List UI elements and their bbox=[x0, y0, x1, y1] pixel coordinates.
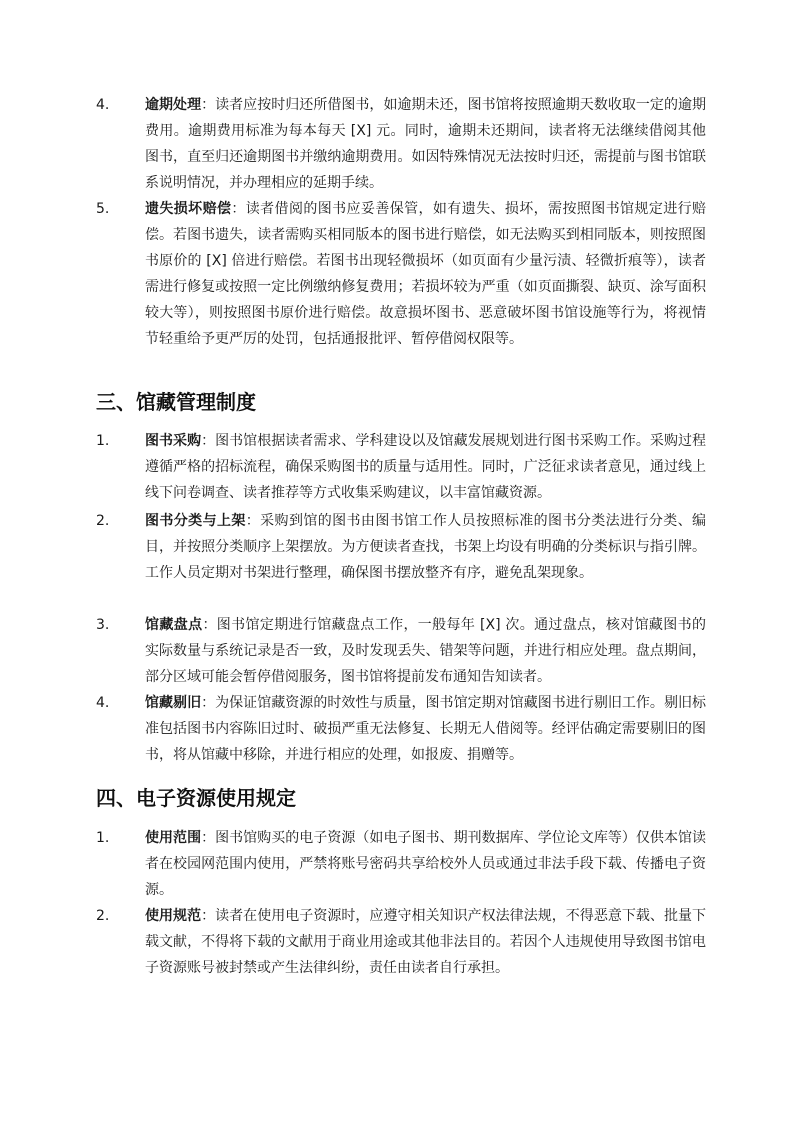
item-title: 图书分类与上架 bbox=[145, 513, 246, 529]
section-heading-e-resources: 四、电子资源使用规定 bbox=[96, 786, 296, 810]
list-item-text bbox=[145, 612, 706, 690]
item-content: ：图书馆定期进行馆藏盘点工作，一般每年 [X] 次。通过盘点，核对馆藏图书的实际数量与系统记录是否一致，及时发现丢失、错架等问题，并进行相应处理。盘点期间，部分区域可能会暂停借阅服务，图书馆将提前发布通知告知读者。 bbox=[145, 617, 706, 685]
list-item-text bbox=[145, 92, 706, 196]
list-number: 5. bbox=[96, 201, 110, 217]
item-title: 图书采购 bbox=[145, 433, 202, 449]
item-content: ：采购到馆的图书由图书馆工作人员按照标准的图书分类法进行分类、编目，并按照分类顺序上架摆放。为方便读者查找，书架上均设有明确的分类标识与指引牌。工作人员定期对书架进行整理，确保图书摆放整齐有序，避免乱架现象。 bbox=[145, 513, 707, 581]
list-number: 2. bbox=[96, 513, 110, 529]
list-number: 4. bbox=[96, 695, 110, 711]
list-item-text bbox=[145, 903, 706, 981]
list-item-text bbox=[145, 428, 706, 506]
list-number: 2. bbox=[96, 908, 110, 924]
list-item-text bbox=[145, 508, 706, 586]
list-item-text bbox=[145, 196, 706, 352]
item-title: 馆藏剔旧 bbox=[145, 695, 202, 711]
item-title: 逾期处理 bbox=[145, 97, 202, 113]
item-content: ：读者借阅的图书应妥善保管，如有遗失、损坏，需按照图书馆规定进行赔偿。若图书遗失，读者需购买相同版本的图书进行赔偿，如无法购买到相同版本，则按照图书原价的 [X] 倍进行赔偿。若图书出现轻微损坏（如页面有少量污渍、轻微折痕等），读者需进行修复或按照一定比例缴纳修复费用；若损坏较为严重（如页面撕裂、缺页、涂写面积较大等），则按照图书原价进行赔偿。故意损坏图书、恶意破坏图书馆设施等行为，将视情节轻重给予更严厉的处罚，包括通报批评、暂停借阅权限等。 bbox=[145, 201, 707, 347]
list-number: 1. bbox=[96, 830, 110, 846]
list-item-text bbox=[145, 690, 706, 768]
list-item-text bbox=[145, 825, 706, 903]
list-number: 4. bbox=[96, 97, 110, 113]
list-number: 3. bbox=[96, 617, 110, 633]
item-title: 馆藏盘点 bbox=[145, 617, 203, 633]
item-content: ：图书馆根据读者需求、学科建设以及馆藏发展规划进行图书采购工作。采购过程遵循严格的招标流程，确保采购图书的质量与适用性。同时，广泛征求读者意见，通过线上线下问卷调查、读者推荐等方式收集采购建议，以丰富馆藏资源。 bbox=[145, 433, 707, 501]
section-heading-collection: 三、馆藏管理制度 bbox=[96, 390, 256, 414]
item-content: ：读者在使用电子资源时，应遵守相关知识产权法律法规，不得恶意下载、批量下载文献，不得将下载的文献用于商业用途或其他非法目的。若因个人违规使用导致图书馆电子资源账号被封禁或产生法律纠纷，责任由读者自行承担。 bbox=[145, 908, 707, 976]
item-content: ：读者应按时归还所借图书，如逾期未还，图书馆将按照逾期天数收取一定的逾期费用。逾期费用标准为每本每天 [X] 元。同时，逾期未还期间，读者将无法继续借阅其他图书，直至归还逾期图书并缴纳逾期费用。如因特殊情况无法按时归还，需提前与图书馆联系说明情况，并办理相应的延期手续。 bbox=[145, 97, 707, 191]
list-number: 1. bbox=[96, 433, 110, 449]
item-title: 遗失损坏赔偿 bbox=[145, 201, 232, 217]
item-content: ：图书馆购买的电子资源（如电子图书、期刊数据库、学位论文库等）仅供本馆读者在校园网范围内使用，严禁将账号密码共享给校外人员或通过非法手段下载、传播电子资源。 bbox=[145, 830, 707, 898]
item-content: ：为保证馆藏资源的时效性与质量，图书馆定期对馆藏图书进行剔旧工作。剔旧标准包括图书内容陈旧过时、破损严重无法修复、长期无人借阅等。经评估确定需要剔旧的图书，将从馆藏中移除，并进行相应的处理，如报废、捐赠等。 bbox=[145, 695, 707, 763]
item-title: 使用范围 bbox=[145, 830, 202, 846]
item-title: 使用规范 bbox=[145, 908, 202, 924]
